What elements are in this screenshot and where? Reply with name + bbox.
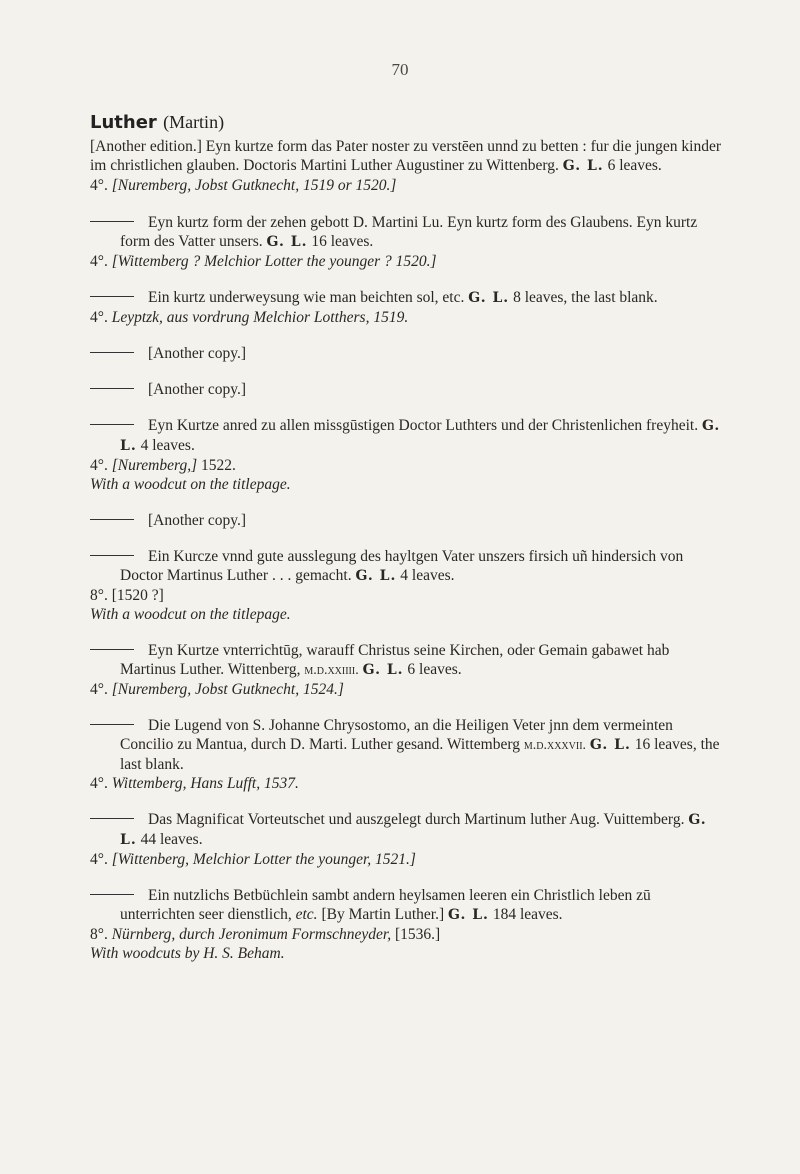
entry-title: [Another edition.] Eyn kurtze form das Pater noster zu verstēen unnd zu betten : fur die jungen kinder im christlichen glauben. Doctoris Martini Luther Augustiner zu Wittenberg. (90, 138, 721, 174)
entry-date: m.d.xxxvii. (523, 738, 587, 753)
entry-imprint-date: 1522. (200, 457, 236, 474)
entry-leaves: 184 leaves. (492, 906, 563, 923)
entry-title: [Another copy.] (148, 512, 246, 529)
library-mark: G. L. (355, 568, 397, 584)
entry-imprint: [Nuremberg, Jobst Gutknecht, 1519 or 1520.] (111, 177, 397, 194)
entry-leaves: 16 leaves, the last blank. (120, 736, 720, 773)
heading-name: Luther (90, 112, 157, 133)
entry-title: [Another copy.] (148, 381, 246, 398)
entry-format: 4°. (90, 775, 108, 792)
catalogue-entry (90, 416, 728, 494)
entry-leaves: 4 leaves. (140, 437, 195, 454)
ditto-dash (90, 555, 134, 556)
ditto-dash (90, 388, 134, 389)
library-mark: G. L. (120, 418, 721, 454)
entry-heading (90, 112, 728, 133)
entry-imprint: Leyptzk, aus vordrung Melchior Lotthers, 1519. (111, 309, 409, 326)
ditto-dash (90, 424, 134, 425)
entry-imprint: [Nuremberg,] (111, 457, 198, 474)
catalogue-entry (90, 213, 728, 271)
entry-format: 4°. (90, 851, 108, 868)
ditto-dash (90, 649, 134, 650)
library-mark: G. L. (120, 812, 707, 848)
entry-leaves: 6 leaves. (407, 661, 462, 678)
entry-note: With a woodcut on the titlepage. (90, 476, 291, 493)
catalogue-entry (90, 288, 728, 327)
entry-leaves: 8 leaves, the last blank. (513, 289, 658, 306)
library-mark: G. L. (448, 907, 489, 923)
entry-note: With woodcuts by H. S. Beham. (90, 945, 285, 962)
ditto-dash (90, 519, 134, 520)
page-number: 70 (391, 60, 409, 79)
catalogue-entry (90, 137, 728, 195)
entry-title: Das Magnificat Vorteutschet und auszgelegt durch Martinum luther Aug. Vuittemberg. (148, 811, 685, 828)
ditto-dash (90, 894, 134, 895)
catalogue-page (90, 112, 728, 980)
entry-leaves: 16 leaves. (311, 233, 374, 250)
entry-format: 4°. (90, 681, 108, 698)
catalogue-entry (90, 716, 728, 793)
entry-etc: etc. (295, 906, 318, 923)
entry-format: 4°. (90, 457, 108, 474)
library-mark: G. L. (266, 234, 308, 250)
entry-format: 4°. (90, 253, 108, 270)
ditto-dash (90, 352, 134, 353)
ditto-dash (90, 296, 134, 297)
catalogue-entry (90, 380, 728, 399)
entry-leaves: 4 leaves. (400, 567, 455, 584)
entry-format: 8°. (90, 926, 108, 943)
catalogue-entry (90, 641, 728, 699)
entry-format: 4°. (90, 177, 108, 194)
entry-attribution: [By Martin Luther.] (321, 906, 445, 923)
library-mark: G. L. (562, 158, 604, 174)
catalogue-entry (90, 344, 728, 363)
library-mark: G. L. (362, 662, 404, 678)
entry-imprint: Wittemberg, Hans Lufft, 1537. (111, 775, 299, 792)
catalogue-entry (90, 547, 728, 624)
ditto-dash (90, 818, 134, 819)
entry-title: Eyn Kurtze anred zu allen missgūstigen Doctor Luthters und der Christenlichen freyheit. (148, 417, 699, 434)
entry-format: 8°. (90, 587, 108, 604)
entry-title: Eyn kurtz form der zehen gebott D. Martini Lu. Eyn kurtz form des Glaubens. Eyn kurtz form des Vatter unsers. (120, 214, 698, 250)
entry-title: Ein Kurcze vnnd gute ausslegung des hayltgen Vater unszers firsich uñ hindersich von Doctor Martinus Luther . . . gemacht. (120, 548, 684, 584)
catalogue-entry (90, 511, 728, 530)
entry-imprint: [1520 ?] (111, 587, 164, 604)
entry-imprint: Nürnberg, durch Jeronimum Formschneyder, (111, 926, 392, 943)
entry-imprint: [Nuremberg, Jobst Gutknecht, 1524.] (111, 681, 344, 698)
entry-title: Ein nutzlichs Betbüchlein sambt andern heylsamen leeren ein Christlich leben zū unterrichten seer dienstlich, (120, 887, 651, 923)
entry-title: Die Lugend von S. Johanne Chrysostomo, an die Heiligen Veter jnn dem vermeinten Concilio zu Mantua, durch D. Marti. Luther gesand. Wittemberg (120, 717, 673, 753)
entry-leaves: 44 leaves. (140, 831, 203, 848)
entry-imprint: [Wittenberg, Melchior Lotter the younger, 1521.] (111, 851, 416, 868)
entry-imprint-date: [1536.] (394, 926, 441, 943)
library-mark: G. L. (589, 737, 631, 753)
ditto-dash (90, 221, 134, 222)
entry-format: 4°. (90, 309, 108, 326)
entry-title: Ein kurtz underweysung wie man beichten sol, etc. (148, 289, 465, 306)
entry-note: With a woodcut on the titlepage. (90, 606, 291, 623)
library-mark: G. L. (468, 290, 510, 306)
catalogue-entry (90, 810, 728, 869)
ditto-dash (90, 724, 134, 725)
entry-date: m.d.xxiiii. (304, 663, 359, 678)
entry-title: Eyn Kurtze vnterrichtūg, warauff Christus seine Kirchen, oder Gemain gabawet hab Martinus Luther. Wittenberg, (120, 642, 670, 678)
heading-qualifier: (Martin) (163, 112, 225, 132)
entry-imprint: [Wittemberg ? Melchior Lotter the younger ? 1520.] (111, 253, 437, 270)
catalogue-entry (90, 886, 728, 963)
entry-title: [Another copy.] (148, 345, 246, 362)
entry-leaves: 6 leaves. (607, 157, 662, 174)
